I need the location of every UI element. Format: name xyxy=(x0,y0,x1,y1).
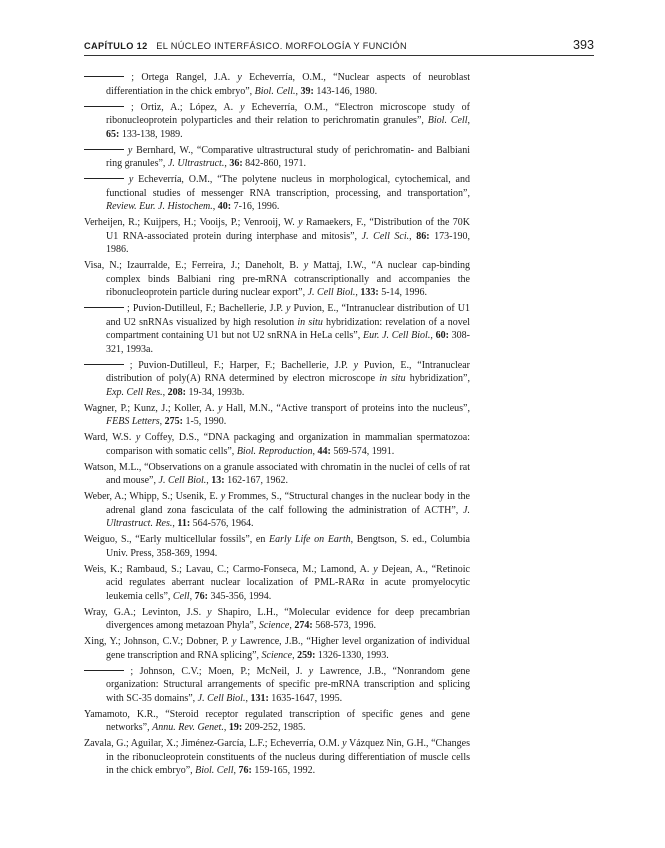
italic-text: FEBS Letters xyxy=(106,416,160,427)
italic-text: Biol. Cell. xyxy=(254,85,296,97)
reference-entry xyxy=(84,359,470,400)
reference-text: Mattaj, I.W., “A nuclear cap-binding complex binds Balbiani ring pre-mRNA cotranscriptionally and accompanies the ribonucleoprotein particle during nuclear export”, xyxy=(106,260,471,298)
volume-number: 39: xyxy=(300,85,314,97)
reference-text: 1-5, 1990. xyxy=(182,416,227,427)
header-rule xyxy=(84,55,594,56)
italic-text: y xyxy=(128,174,134,185)
volume-number: 208: xyxy=(167,386,186,398)
reference-text: 568-573, 1996. xyxy=(312,620,377,631)
reference-text: , xyxy=(172,518,178,529)
volume-number: 44: xyxy=(317,445,331,457)
italic-text: J. Cell Biol. xyxy=(197,692,246,704)
reference-text: Verheijen, R.; Kuijpers, H.; Vooijs, P.; Venrooij, W. xyxy=(84,217,299,228)
italic-text: y xyxy=(207,606,212,618)
reference-text: Frommes, S., “Structural changes in the nuclear body in the adrenal gland zona fasciculata of the calf following the administration of ACTH”, xyxy=(106,491,470,516)
reference-text: Shapiro, L.H., “Molecular evidence for deep precambrian divergences among metazoan Phyla”, xyxy=(106,606,470,631)
reference-text: Bernhard, W., “Comparative ultrastructural study of perichromatin- and Balbiani ring granules”, xyxy=(106,144,470,169)
italic-text: y xyxy=(303,260,309,271)
italic-text: y xyxy=(240,101,245,113)
reference-text: 7-16, 1996. xyxy=(231,201,280,212)
reference-text: 209-252, 1985. xyxy=(242,722,306,733)
italic-text: J. Ultrastruct. xyxy=(167,158,225,169)
reference-entry xyxy=(84,665,470,706)
reference-entry xyxy=(84,71,470,98)
reference-text: Echeverría, O.M., “Nuclear aspects of neuroblast differentiation in the chick embryo”, xyxy=(106,72,470,97)
volume-number: 19: xyxy=(228,722,243,733)
volume-number: 259: xyxy=(297,649,316,661)
reference-text: Lawrence, J.B., “Higher level organization of individual gene transcription and RNA splicing”, xyxy=(106,636,470,661)
volume-number: 11: xyxy=(177,518,191,529)
reference-text: , xyxy=(162,386,168,398)
italic-text: y xyxy=(286,303,291,314)
repeat-author-dash xyxy=(84,364,124,365)
reference-text: Wagner, P.; Kunz, J.; Koller, A. xyxy=(84,402,218,414)
italic-text: in situ xyxy=(297,316,323,328)
reference-text: ; Puvion-Dutilleul, F.; Bachellerie, J.P. xyxy=(124,303,287,314)
reference-text: Weber, A.; Whipp, S.; Usenik, E. xyxy=(84,491,221,502)
reference-entry xyxy=(84,635,470,662)
volume-number: 131: xyxy=(250,692,269,704)
volume-number: 76: xyxy=(194,590,208,602)
reference-entry xyxy=(84,101,470,142)
italic-text: Biol. Cell xyxy=(427,115,468,126)
repeat-author-dash xyxy=(84,307,124,308)
reference-text: 162-167, 1962. xyxy=(224,475,288,486)
italic-text: y xyxy=(353,359,359,371)
reference-text: Dejean, A., “Retinoic acid regulates aberrant nuclear localization of PML-RARα in acute promyelocytic leukemia cells”, xyxy=(106,563,470,602)
volume-number: 275: xyxy=(164,416,183,427)
chapter-label: CAPÍTULO 12 xyxy=(84,41,148,51)
chapter-heading xyxy=(84,41,407,51)
reference-text: ; Ortega Rangel, J.A. xyxy=(124,72,238,83)
reference-text: 842-860, 1971. xyxy=(242,158,307,169)
reference-text: 19-34, 1993b. xyxy=(186,386,245,398)
reference-text: , xyxy=(295,85,301,97)
reference-entry xyxy=(84,490,470,531)
reference-text: , xyxy=(206,475,212,486)
page-number: 393 xyxy=(572,38,594,52)
repeat-author-dash xyxy=(84,178,124,179)
italic-text: Cell xyxy=(172,590,190,602)
volume-number: 274: xyxy=(294,620,313,631)
reference-text: 5-14, 1996. xyxy=(378,287,428,298)
italic-text: J. Cell Biol. xyxy=(307,287,356,298)
reference-text: Vázquez Nin, G.H., “Changes in the ribonucleoprotein constituents of the nucleus during differentiation of muscle cells in the chick embryo”, xyxy=(106,738,470,776)
italic-text: y xyxy=(127,144,133,156)
reference-text: hybridization: revelation of a novel compartment containing U1 but not U2 snRNA in HeLa cells”, xyxy=(106,316,470,341)
reference-text: Hall, M.N., “Active transport of proteins into the nucleus”, xyxy=(222,402,470,414)
italic-text: J. Ultrastruct. Res. xyxy=(106,504,470,529)
reference-text: , xyxy=(159,416,165,427)
reference-text: 1326-1330, 1993. xyxy=(315,649,389,661)
reference-entry xyxy=(84,402,470,429)
reference-text: , xyxy=(430,330,436,341)
reference-text: , xyxy=(289,620,295,631)
italic-text: y xyxy=(135,432,141,443)
reference-text: 1635-1647, 1995. xyxy=(268,692,343,704)
reference-text: , xyxy=(409,230,417,242)
reference-text: ; Ortiz, A.; López, A. xyxy=(124,101,241,113)
reference-text: Ramaekers, F., “Distribution of the 70K U1 RNA-associated protein during interphase and mitosis”, xyxy=(106,217,470,242)
reference-text: Coffey, D.S., “DNA packaging and organization in mammalian spermatozoa: comparison with somatic cells”, xyxy=(106,432,470,457)
reference-text: ; Puvion-Dutilleul, F.; Harper, F.; Bachellerie, J.P. xyxy=(124,359,354,371)
reference-entry xyxy=(84,533,470,560)
italic-text: y xyxy=(298,217,303,228)
reference-text: 569-574, 1991. xyxy=(330,445,395,457)
volume-number: 13: xyxy=(211,475,225,486)
reference-text: , xyxy=(355,287,361,298)
italic-text: y xyxy=(373,563,378,575)
italic-text: J. Cell Sci. xyxy=(361,230,410,242)
italic-text: Biol. Cell xyxy=(195,765,234,776)
reference-text: 564-576, 1964. xyxy=(190,518,254,529)
italic-text: Science xyxy=(261,649,293,661)
italic-text: Review. Eur. J. Histochem. xyxy=(106,201,213,212)
reference-text: , xyxy=(223,722,229,733)
italic-text: y xyxy=(237,72,242,83)
reference-entry xyxy=(84,144,470,171)
reference-entry xyxy=(84,173,470,214)
reference-entry xyxy=(84,461,470,488)
reference-text: Weis, K.; Rambaud, S.; Lavau, C.; Carmo-Fonseca, M.; Lamond, A. xyxy=(84,563,374,575)
reference-entry xyxy=(84,431,470,458)
reference-text: , Bengtson, S. ed., Columbia Univ. Press, 358-369, 1994. xyxy=(106,534,470,559)
reference-text: Ward, W.S. xyxy=(84,432,136,443)
reference-text: Xing, Y.; Johnson, C.V.; Dobner, P. xyxy=(84,636,232,647)
reference-text: hybridization”, xyxy=(405,373,470,384)
volume-number: 60: xyxy=(435,330,449,341)
italic-text: Eur. J. Cell Biol. xyxy=(362,330,431,341)
reference-entry xyxy=(84,606,470,633)
volume-number: 65: xyxy=(106,128,120,140)
reference-text: , xyxy=(467,115,470,126)
reference-entry xyxy=(84,302,470,356)
reference-text: Echeverría, O.M., “Electron microscope study of ribonucleoprotein polyparticles and their relation to perichromatin granules”, xyxy=(106,101,470,126)
volume-number: 86: xyxy=(416,230,430,242)
italic-text: in situ xyxy=(379,373,406,384)
reference-text: Echeverría, O.M., “The polytene nucleus in morphological, cytochemical, and functional studies of messenger RNA transcription, processing, and transportation”, xyxy=(106,174,471,199)
italic-text: y xyxy=(231,636,237,647)
reference-text: , xyxy=(224,158,230,169)
reference-text: Lawrence, J.B., “Nonrandom gene organization: Structural arrangements of specific pre-mRNA transcription and splicing with SC-35 domains”, xyxy=(106,665,470,704)
reference-entry xyxy=(84,563,470,604)
reference-text: Visa, N.; Izaurralde, E.; Ferreira, J.; Daneholt, B. xyxy=(84,260,304,271)
repeat-author-dash xyxy=(84,670,124,671)
reference-text: 143-146, 1980. xyxy=(313,85,378,97)
reference-text: , xyxy=(312,445,318,457)
italic-text: Exp. Cell Res. xyxy=(106,386,163,398)
chapter-title: EL NÚCLEO INTERFÁSICO. MORFOLOGÍA Y FUNCIÓN xyxy=(156,41,408,51)
reference-text: , xyxy=(189,590,195,602)
repeat-author-dash xyxy=(84,76,124,77)
italic-text: y xyxy=(342,738,347,749)
reference-entry xyxy=(84,216,470,257)
reference-text: , xyxy=(245,692,251,704)
reference-text: Wray, G.A.; Levinton, J.S. xyxy=(84,606,208,618)
italic-text: y xyxy=(220,491,226,502)
repeat-author-dash xyxy=(84,149,124,150)
reference-text: Watson, M.L., “Observations on a granule associated with chromatin in the nuclei of cells of rat and mouse”, xyxy=(84,461,470,486)
reference-text: 173-190, 1986. xyxy=(106,230,471,255)
reference-text: 308-321, 1993a. xyxy=(106,330,470,355)
reference-text: 345-356, 1994. xyxy=(207,590,272,602)
italic-text: y xyxy=(218,402,223,414)
reference-entry xyxy=(84,737,470,778)
italic-text: Science xyxy=(258,620,290,631)
volume-number: 36: xyxy=(229,158,243,169)
reference-text: Zavala, G.; Aguilar, X.; Jiménez-García, L.F.; Echeverría, O.M. xyxy=(84,738,343,749)
italic-text: Early Life on Earth xyxy=(269,534,351,545)
reference-text: Puvion, E., “Intranuclear distribution of poly(A) RNA determined by electron microscope xyxy=(106,359,471,384)
reference-text: , xyxy=(292,649,298,661)
reference-text: ; Johnson, C.V.; Moen, P.; McNeil, J. xyxy=(124,665,309,677)
reference-entry xyxy=(84,708,470,735)
running-header xyxy=(84,38,594,56)
reference-text: Puvion, E., “Intranuclear distribution of U1 and U2 snRNAs visualized by high resolution xyxy=(106,303,470,328)
reference-text: 159-165, 1992. xyxy=(251,765,316,776)
italic-text: y xyxy=(308,665,314,677)
reference-entry xyxy=(84,259,470,300)
reference-text: Weiguo, S., “Early multicellular fossils”, en xyxy=(84,534,270,545)
volume-number: 133: xyxy=(360,287,379,298)
reference-text: , xyxy=(233,765,239,776)
reference-text: Yamamoto, K.R., “Steroid receptor regulated transcription of specific genes and gene networks”, xyxy=(84,708,470,733)
italic-text: Biol. Reproduction xyxy=(236,445,313,457)
reference-text: 133-138, 1989. xyxy=(119,128,183,140)
volume-number: 40: xyxy=(217,201,232,212)
repeat-author-dash xyxy=(84,106,124,107)
italic-text: Annu. Rev. Genet. xyxy=(152,722,224,733)
volume-number: 76: xyxy=(238,765,252,776)
reference-list xyxy=(84,71,470,780)
reference-text: , xyxy=(212,201,218,212)
italic-text: J. Cell Biol. xyxy=(158,475,207,486)
